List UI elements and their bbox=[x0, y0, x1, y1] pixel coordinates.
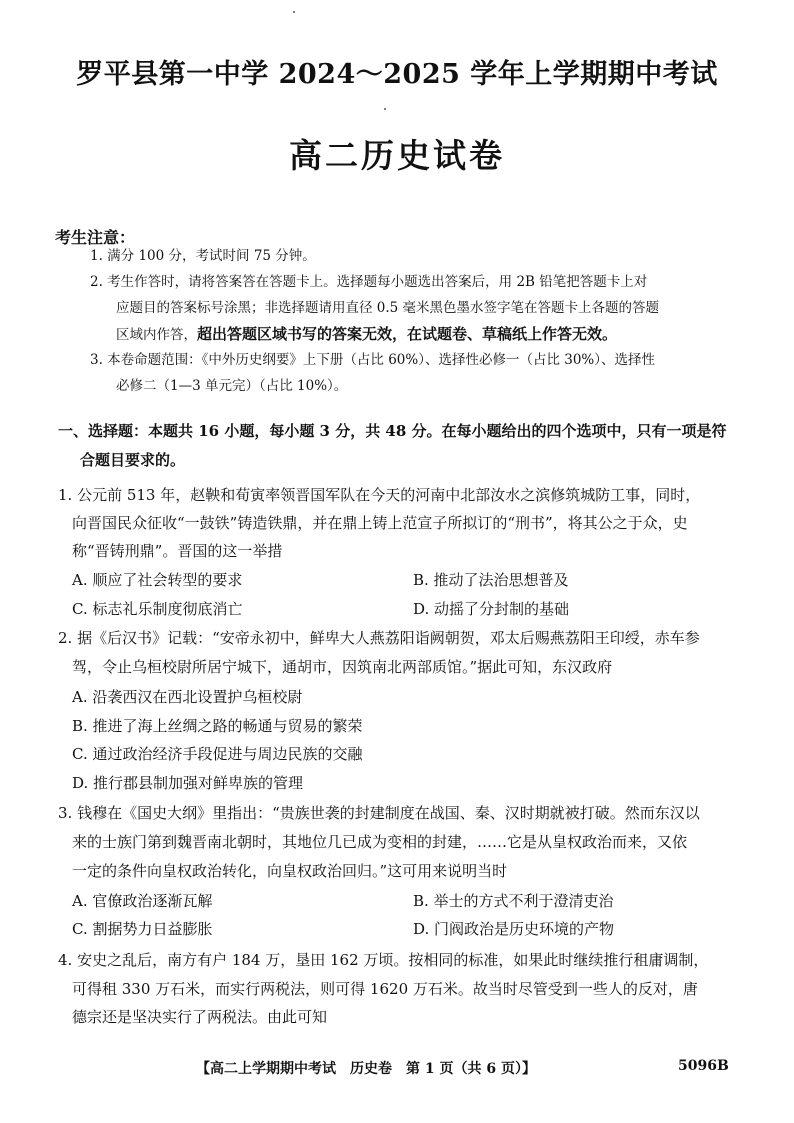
question-1-option-c: C. 标志礼乐制度彻底消亡 bbox=[72, 600, 243, 618]
question-1-line-1: 1. 公元前 513 年，赵鞅和荀寅率领晋国军队在今天的河南中北部汝水之滨修筑城防工事，同时， bbox=[58, 486, 701, 504]
question-1-option-d: D. 动摇了分封制的基础 bbox=[413, 600, 570, 618]
question-1-option-b: B. 推动了法治思想普及 bbox=[413, 571, 569, 589]
paper-code: 5096B bbox=[678, 1058, 729, 1074]
question-2-line-1: 2. 据《后汉书》记载：“安帝永初中，鲜卑大人燕荔阳诣阙朝贺，邓太后赐燕荔阳王印绶，赤车参 bbox=[58, 629, 700, 647]
notice-item-2-warning: 超出答题区域书写的答案无效，在试题卷、草稿纸上作答无效。 bbox=[197, 325, 618, 343]
question-1-option-a: A. 顺应了社会转型的要求 bbox=[72, 571, 243, 589]
question-3-line-1: 3. 钱穆在《国史大纲》里指出：“贵族世袭的封建制度在战国、秦、汉时期就被打破。然而东汉以 bbox=[58, 804, 700, 822]
notice-item-1: 1. 满分 100 分，考试时间 75 分钟。 bbox=[90, 248, 316, 264]
notice-heading: 考生注意： bbox=[55, 228, 136, 247]
notice-item-3-line-1: 3. 本卷命题范围：《中外历史纲要》上下册（占比 60%）、选择性必修一（占比 30%）、选择性 bbox=[90, 352, 656, 368]
question-4-line-1: 4. 安史之乱后，南方有户 184 万，垦田 162 万顷。按相同的标准，如果此时继续推行租庸调制， bbox=[58, 951, 709, 969]
exam-title: 罗平县第一中学 2024～2025 学年上学期期中考试 bbox=[76, 59, 718, 90]
notice-item-2-line-2: 应题目的答案标号涂黑；非选择题请用直径 0.5 毫米黑色墨水签字笔在答题卡上各题的答题 bbox=[116, 300, 660, 316]
section-heading-line-1: 一、选择题：本题共 16 小题，每小题 3 分，共 48 分。在每小题给出的四个选项中，只有一项是符 bbox=[58, 422, 727, 440]
question-3-line-2: 来的士族门第到魏晋南北朝时，其地位几已成为变相的封建，……它是从皇权政治而来，又依 bbox=[72, 833, 688, 851]
question-2-line-2: 驾，令止乌桓校尉所居宁城下，通胡市，因筑南北两部质馆。”据此可知，东汉政府 bbox=[72, 658, 613, 676]
scan-speck bbox=[384, 108, 386, 110]
question-3-line-3: 一定的条件向皇权政治转化，向皇权政治回归。”这可用来说明当时 bbox=[72, 862, 508, 880]
notice-item-2-normal: 区域内作答， bbox=[116, 327, 197, 343]
question-1-line-3: 称“晋铸刑鼎”。晋国的这一举措 bbox=[72, 542, 283, 560]
question-3-option-a: A. 官僚政治逐渐瓦解 bbox=[72, 892, 213, 910]
question-3-option-d: D. 门阀政治是历史环境的产物 bbox=[413, 920, 615, 938]
question-2-option-d: D. 推行郡县制加强对鲜卑族的管理 bbox=[72, 774, 304, 792]
notice-item-2-line-1: 2. 考生作答时，请将答案答在答题卡上。选择题每小题选出答案后，用 2B 铅笔把答题卡上对 bbox=[90, 274, 648, 290]
section-heading-line-2: 合题目要求的。 bbox=[80, 451, 186, 469]
question-3-option-c: C. 割据势力日益膨胀 bbox=[72, 920, 213, 938]
question-4-line-3: 德宗还是坚决实行了两税法。由此可知 bbox=[72, 1008, 328, 1026]
question-2-option-c: C. 通过政治经济手段促进与周边民族的交融 bbox=[72, 745, 363, 763]
page-footer: 【高二上学期期中考试 历史卷 第 1 页（共 6 页）】 bbox=[196, 1061, 536, 1077]
question-3-option-b: B. 举士的方式不利于澄清吏治 bbox=[413, 892, 614, 910]
notice-item-3-line-2: 必修二（1—3 单元完）（占比 10%）。 bbox=[116, 378, 348, 394]
question-1-line-2: 向晋国民众征收“一鼓铁”铸造铁鼎，并在鼎上铸上范宣子所拟订的“刑书”，将其公之于众，史 bbox=[72, 514, 688, 532]
notice-item-2-line-3 bbox=[116, 321, 766, 348]
question-2-option-a: A. 沿袭西汉在西北设置护乌桓校尉 bbox=[72, 688, 303, 706]
question-4-line-2: 可得租 330 万石米，而实行两税法，则可得 1620 万石米。故当时尽管受到一些人的反对，唐 bbox=[72, 980, 698, 998]
question-2-option-b: B. 推进了海上丝绸之路的畅通与贸易的繁荣 bbox=[72, 717, 363, 735]
exam-subtitle: 高二历史试卷 bbox=[289, 136, 505, 175]
scan-speck bbox=[293, 11, 295, 13]
